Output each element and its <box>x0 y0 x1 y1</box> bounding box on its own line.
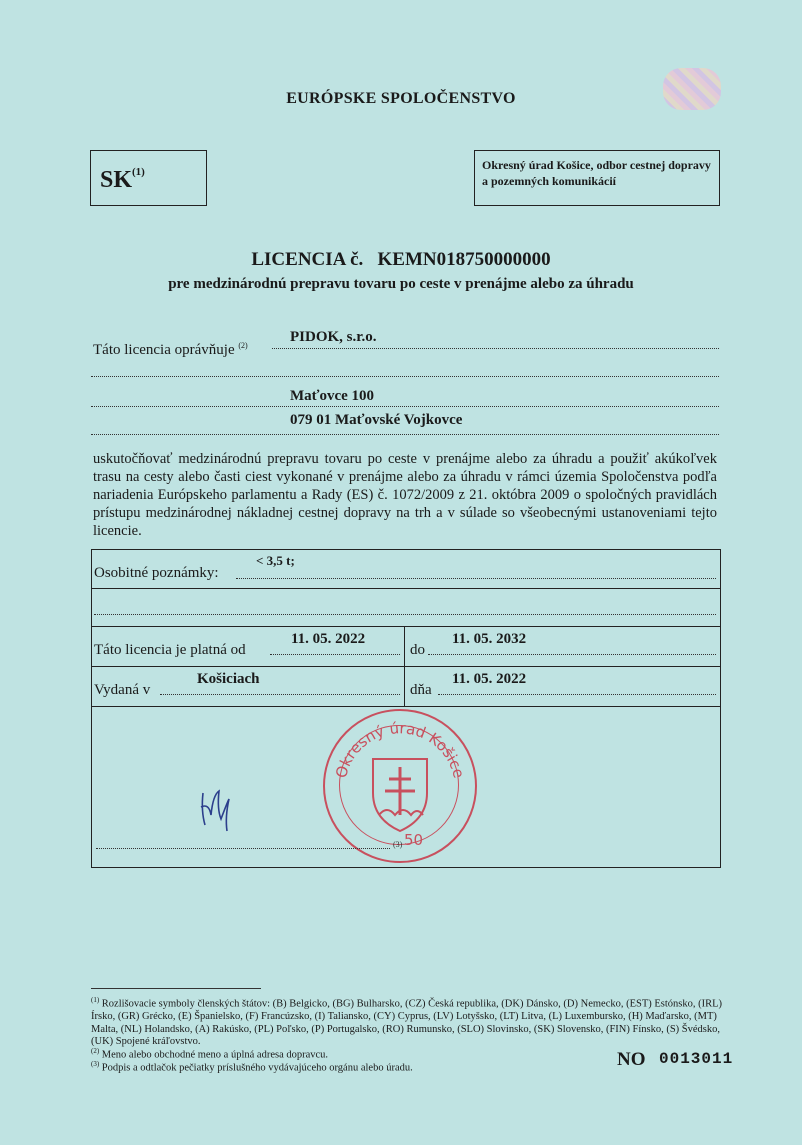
valid-from-dotted-line <box>270 654 400 655</box>
stamp-svg <box>325 711 475 861</box>
footnote-1-text: Rozlišovacie symboly členských štátov: (B) Belgicko, (BG) Bulharsko, (CZ) Česká republika, (DK) Dánsko, (D) Nemecko, (EST) Estónsko, (IRL) Írsko, (GR) Grécko, (E) Španielsko, (F) Francúzsko, (I) Taliansko, (CY) Cyprus, (LV) Lotyšsko, (LT) Litva, (L) Luxembursko, (H) Maďarsko, (MT) Malta, (NL) Holandsko, (A) Rakúsko, (PL) Poľsko, (P) Portugalsko, (RO) Rumunsko, (SLO) Slovinsko, (SK) Slovensko, (FIN) Fínsko, (S) Švédsko, (UK) Spojené kráľovstvo. <box>91 998 723 1047</box>
footnote-2-text: Meno alebo obchodné meno a úplná adresa dopravcu. <box>101 1049 329 1061</box>
footnote-1 <box>91 994 731 1049</box>
valid-from-value: 11. 05. 2022 <box>291 631 366 647</box>
stamp-number: 50 <box>404 831 424 849</box>
license-title-prefix: LICENCIA č. <box>251 249 364 270</box>
issuing-authority: Okresný úrad Košice, odbor cestnej dopravy a pozemných komunikácií <box>482 158 711 188</box>
remarks-dotted-line <box>236 578 716 579</box>
footnote-3-ref: (3) <box>91 1060 100 1068</box>
issued-on-value: 11. 05. 2022 <box>452 671 527 687</box>
footnote-3-text: Podpis a odtlačok pečiatky príslušného vydávajúceho orgánu alebo úradu. <box>101 1062 413 1074</box>
document-header: EURÓPSKE SPOLOČENSTVO <box>286 90 516 107</box>
issued-on-dotted-line <box>438 694 716 695</box>
column-divider <box>404 626 405 706</box>
dotted-line-2 <box>91 376 719 377</box>
row-divider-2 <box>91 626 721 627</box>
issued-in-label: Vydaná v <box>94 682 151 698</box>
valid-to-label: do <box>410 642 425 658</box>
holder-name: PIDOK, s.r.o. <box>290 329 377 345</box>
signature-note-ref: (3) <box>393 840 403 849</box>
row-divider-3 <box>91 666 721 667</box>
license-body-text: uskutočňovať medzinárodnú prepravu tovaru po ceste v prenájme alebo za úhradu a použiť akúkoľvek trasu na cesty alebo časti ciest vykonané v prenájme alebo za úhradu v rámci územia Spoločenstva podľa nariadenia Európskeho parlamentu a Rady (ES) č. 1072/2009 z 21. októbra 2009 o spoločných pravidlách prístupu medzinárodnej nákladnej cestnej dopravy na trh a v súlade so všeobecnými ustanoveniami tejto licencie. <box>93 451 717 539</box>
issued-in-dotted-line <box>160 694 400 695</box>
country-note-ref: (1) <box>132 166 145 178</box>
serial-prefix: NO <box>617 1049 646 1070</box>
holder-label-text: Táto licencia oprávňuje <box>93 342 235 358</box>
license-title <box>0 249 802 271</box>
issued-on-label: dňa <box>410 682 432 698</box>
holder-city: 079 01 Maťovské Vojkovce <box>290 412 463 428</box>
hologram-seal-icon <box>663 68 721 110</box>
coat-of-arms-icon <box>373 759 427 831</box>
remarks-label: Osobitné poznámky: <box>94 565 219 581</box>
holder-street: Maťovce 100 <box>290 388 375 404</box>
row-divider-4 <box>91 706 721 707</box>
license-number: KEMN018750000000 <box>377 249 551 270</box>
issued-in-value: Košiciach <box>197 671 260 687</box>
footnote-1-ref: (1) <box>91 996 100 1004</box>
footnote-2-ref: (2) <box>91 1047 100 1055</box>
stamp-text-path: Okresný úrad Košice <box>332 719 468 780</box>
serial-number: 0013011 <box>659 1050 734 1068</box>
country-code <box>100 166 145 194</box>
dotted-line-3 <box>91 406 719 407</box>
valid-to-dotted-line <box>428 654 716 655</box>
remarks-value: < 3,5 t; <box>256 553 295 568</box>
holder-note-ref: (2) <box>238 341 248 350</box>
signature-dotted-line <box>96 848 390 849</box>
footnote-separator <box>91 988 261 989</box>
remarks-dotted-line-2 <box>94 614 716 615</box>
dotted-line-4 <box>91 434 719 435</box>
holder-dotted-line <box>272 348 719 349</box>
valid-from-label: Táto licencia je platná od <box>94 642 246 658</box>
license-subtitle: pre medzinárodnú prepravu tovaru po ceste v prenájme alebo za úhradu <box>168 276 634 292</box>
handwritten-signature <box>195 785 240 835</box>
holder-label <box>93 341 248 359</box>
country-code-text: SK <box>100 167 133 193</box>
row-divider-1 <box>91 588 721 589</box>
valid-to-value: 11. 05. 2032 <box>452 631 527 647</box>
